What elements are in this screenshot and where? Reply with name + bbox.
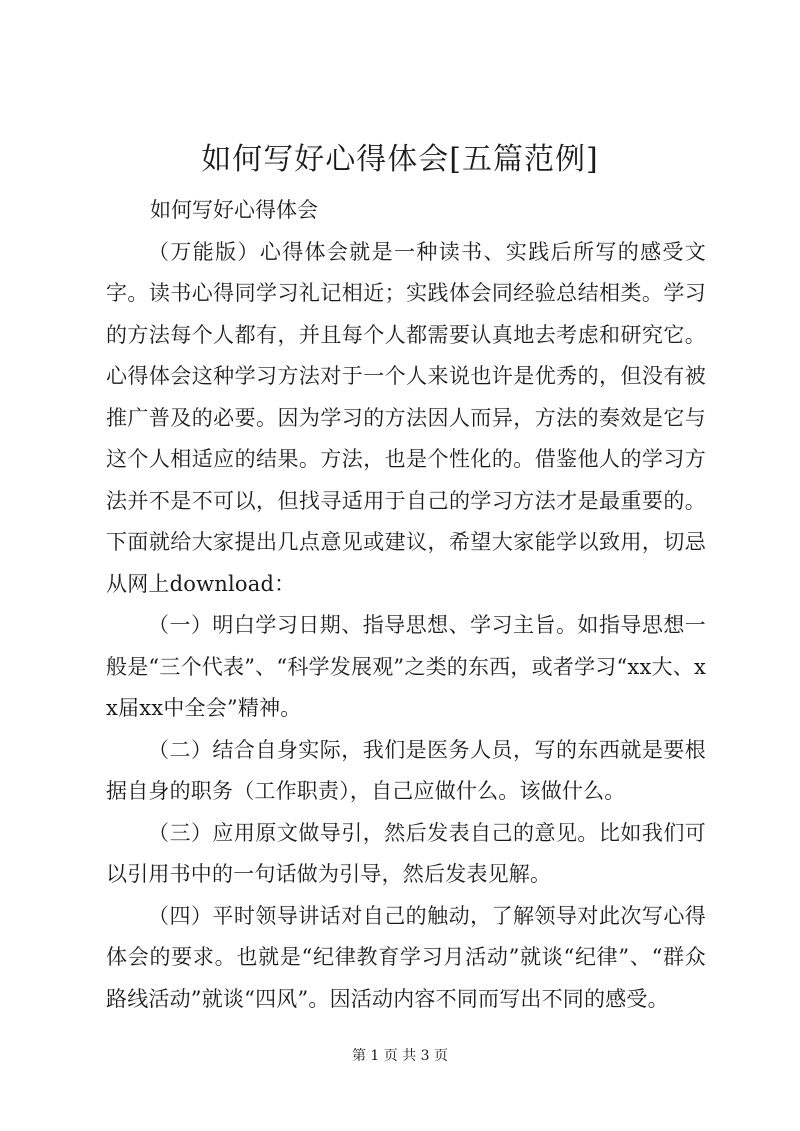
- paragraph-intro: （万能版）心得体会就是一种读书、实践后所写的感受文字。读书心得同学习礼记相近；实践体会同经验总结相类。学习的方法每个人都有，并且每个人都需要认真地去考虑和研究它。心得体会这种学习方法对于一个人来说也许是优秀的，但没有被推广普及的必要。因为学习的方法因人而异，方法的奏效是它与这个人相适应的结果。方法，也是个性化的。借鉴他人的学习方法并不是不可以，但找寻适用于自己的学习方法才是最重要的。下面就给大家提出几点意见或建议，希望大家能学以致用，切忌从网上download：: [106, 239, 706, 596]
- paragraph-point-1: （一）明白学习日期、指导思想、学习主旨。如指导思想一般是“三个代表”、“科学发展观”之类的东西，或者学习“xx大、xx届xx中全会”精神。: [106, 613, 706, 720]
- document-title: 如何写好心得体会[五篇范例]: [201, 142, 599, 177]
- paragraph-point-2: （二）结合自身实际，我们是医务人员，写的东西就是要根据自身的职务（工作职责），自己应做什么。该做什么。: [106, 737, 706, 803]
- document-subtitle: 如何写好心得体会: [150, 198, 318, 222]
- paragraph-point-3: （三）应用原文做导引，然后发表自己的意见。比如我们可以引用书中的一句话做为引导，然后发表见解。: [106, 820, 706, 886]
- document-body: [106, 190, 706, 1020]
- paragraph-point-4: （四）平时领导讲话对自己的触动，了解领导对此次写心得体会的要求。也就是“纪律教育学习月活动”就谈“纪律”、“群众路线活动”就谈“四风”。因活动内容不同而写出不同的感受。: [106, 903, 706, 1011]
- page-footer: 第 1 页 共 3 页: [351, 1048, 449, 1064]
